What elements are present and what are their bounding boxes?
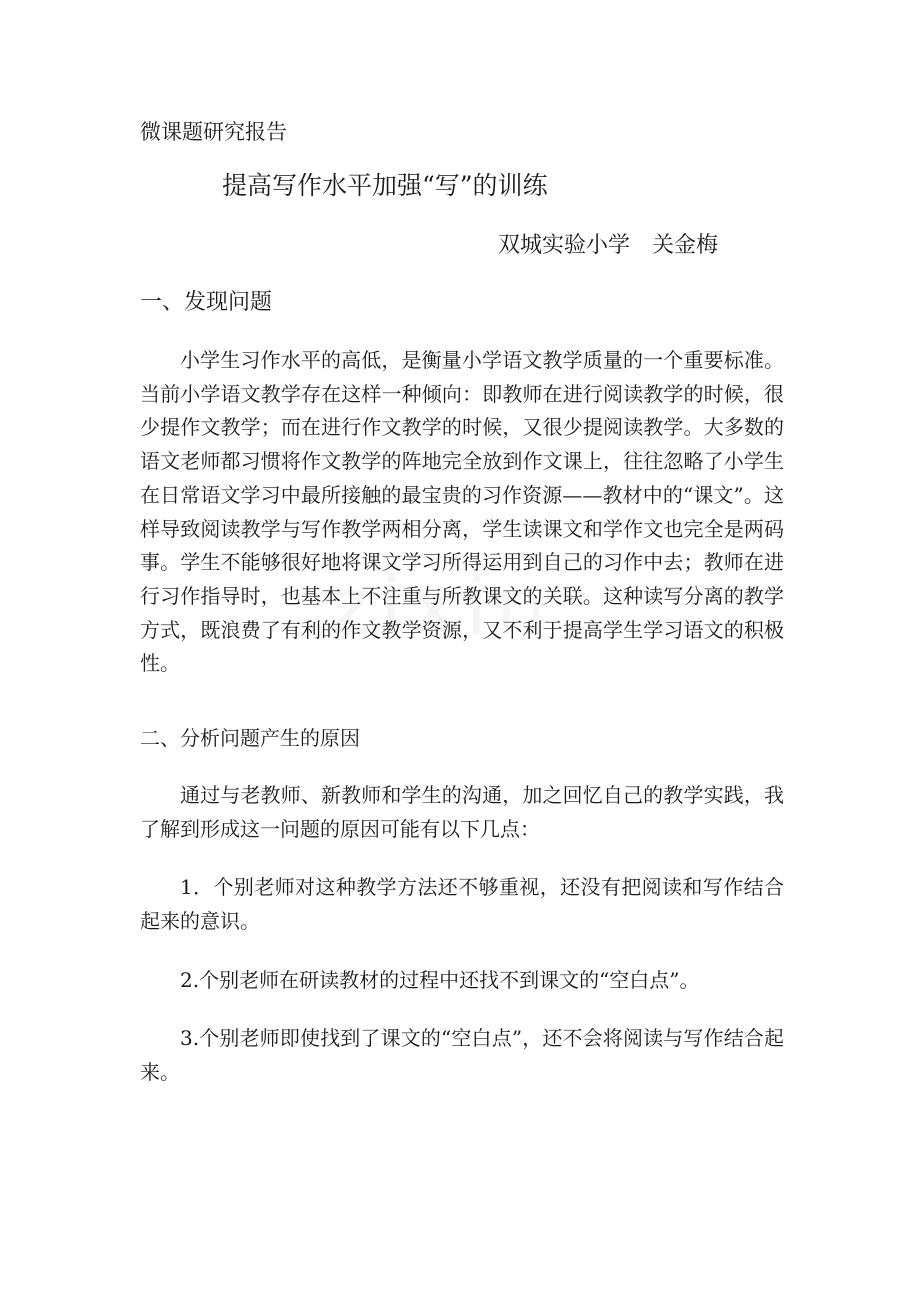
author-line: 双城实验小学 关金梅 — [498, 233, 719, 258]
section-2-paragraph-1: 通过与老教师、新教师和学生的沟通，加之回忆自己的教学实践，我了解到形成这一问题的原因可能有以下几点： — [140, 783, 784, 841]
section-1-paragraph-1: 小学生习作水平的高低，是衡量小学语文教学质量的一个重要标准。当前小学语文教学存在这样一种倾向：即教师在进行阅读教学的时候，很少提作文教学；而在进行作文教学的时候，又很少提阅读教学。大多数的语文老师都习惯将作文教学的阵地完全放到作文课上，往往忽略了小学生在日常语文学习中最所接触的最宝贵的习作资源——教材中的“课文”。这样导致阅读教学与写作教学两相分离，学生读课文和学作文也完全是两码事。学生不能够很好地将课文学习所得运用到自己的习作中去；教师在进行习作指导时，也基本上不注重与所教课文的关联。这种读写分离的教学方式，既浪费了有利的作文教学资源，又不利于提高学生学习语文的积极性。 — [140, 348, 784, 676]
report-type-label: 微课题研究报告 — [140, 120, 287, 144]
document-title: 提高写作水平加强“写”的训练 — [222, 171, 548, 200]
section-2-point-1: 1．个别老师对这种教学方法还不够重视，还没有把阅读和写作结合起来的意识。 — [140, 875, 784, 933]
section-2-point-2: 2.个别老师在研读教材的过程中还找不到课文的“空白点”。 — [180, 968, 700, 992]
section-heading-2: 二、分析问题产生的原因 — [140, 726, 360, 750]
section-heading-1: 一、发现问题 — [140, 290, 273, 315]
section-2-point-3: 3.个别老师即使找到了课文的“空白点”，还不会将阅读与写作结合起来。 — [140, 1026, 784, 1084]
